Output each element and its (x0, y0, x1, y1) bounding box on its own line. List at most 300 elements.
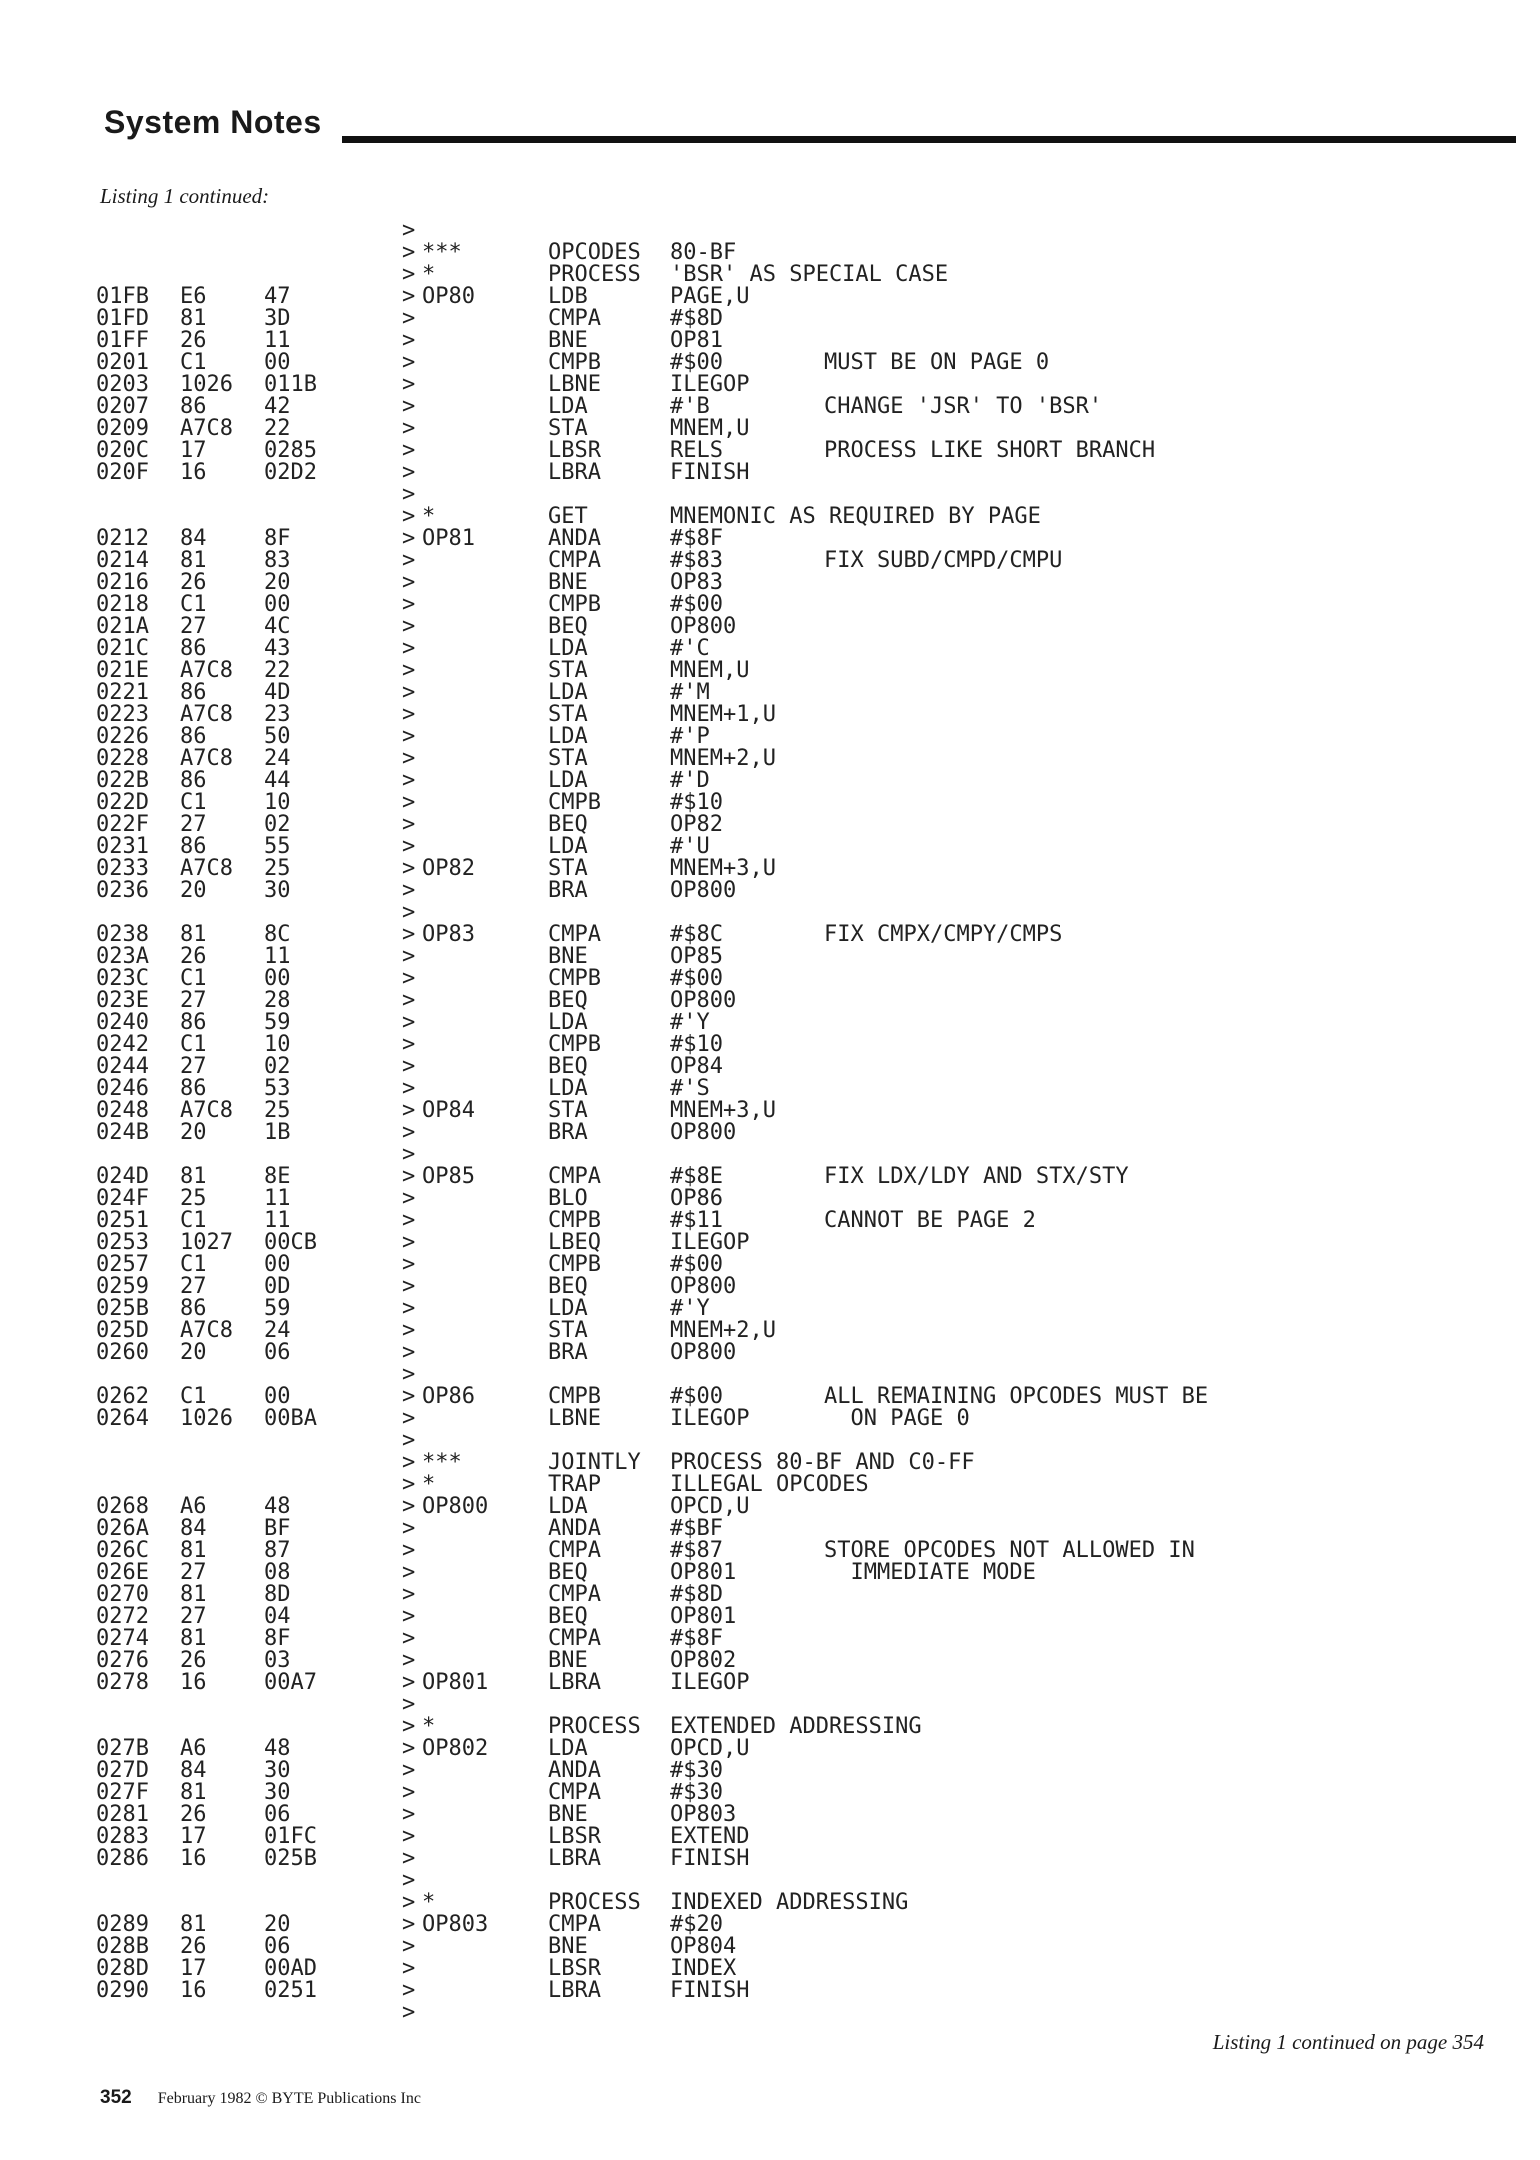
listing-mnemonic: BRA (548, 1120, 588, 1145)
listing-opcode: 1026 (180, 372, 233, 397)
listing-operand-bytes: 0D (264, 1274, 291, 1299)
listing-mnemonic: CMPA (548, 922, 601, 947)
listing-line (96, 1782, 1516, 1804)
listing-prompt: > (402, 328, 416, 353)
listing-prompt: > (402, 284, 416, 309)
listing-argument: #$00 (670, 1252, 723, 1277)
listing-operand-bytes: 43 (264, 636, 291, 661)
listing-label: * (422, 504, 436, 529)
listing-prompt: > (402, 2000, 416, 2025)
listing-prompt: > (402, 614, 416, 639)
listing-opcode: 27 (180, 1054, 207, 1079)
listing-opcode: 86 (180, 394, 207, 419)
listing-line (96, 462, 1516, 484)
listing-mnemonic: BEQ (548, 812, 588, 837)
listing-line (96, 2002, 1516, 2024)
listing-address: 027F (96, 1780, 149, 1805)
listing-opcode: 27 (180, 988, 207, 1013)
listing-opcode: 16 (180, 1670, 207, 1695)
listing-operand-bytes: 30 (264, 878, 291, 903)
listing-line (96, 1298, 1516, 1320)
listing-prompt: > (402, 680, 416, 705)
listing-argument: #$8F (670, 526, 723, 551)
code-listing (96, 220, 1516, 2024)
listing-operand-bytes: 22 (264, 658, 291, 683)
listing-label: * (422, 1890, 436, 1915)
listing-address: 0214 (96, 548, 149, 573)
listing-address: 0246 (96, 1076, 149, 1101)
page-footer (100, 2087, 421, 2109)
listing-operand-bytes: 48 (264, 1494, 291, 1519)
listing-argument: MNEM,U (670, 416, 750, 441)
listing-operand-bytes: 00CB (264, 1230, 317, 1255)
listing-prompt: > (402, 1648, 416, 1673)
listing-address: 0221 (96, 680, 149, 705)
listing-opcode: 20 (180, 1120, 207, 1145)
listing-argument: OP800 (670, 1340, 737, 1365)
listing-comment: IMMEDIATE MODE (824, 1560, 1036, 1585)
listing-opcode: 1026 (180, 1406, 233, 1431)
listing-operand-bytes: 08 (264, 1560, 291, 1585)
listing-operand-bytes: 0251 (264, 1978, 317, 2003)
listing-prompt: > (402, 812, 416, 837)
listing-line (96, 1980, 1516, 2002)
listing-line (96, 792, 1516, 814)
listing-prompt: > (402, 1516, 416, 1541)
listing-mnemonic: LDA (548, 680, 588, 705)
listing-address: 01FB (96, 284, 149, 309)
listing-argument: #$8D (670, 1582, 723, 1607)
listing-operand-bytes: 24 (264, 746, 291, 771)
listing-mnemonic: CMPA (548, 1912, 601, 1937)
listing-mnemonic: LDA (548, 1296, 588, 1321)
listing-mnemonic: LDA (548, 636, 588, 661)
listing-address: 020C (96, 438, 149, 463)
listing-address: 0289 (96, 1912, 149, 1937)
listing-argument: OP800 (670, 878, 737, 903)
listing-address: 026E (96, 1560, 149, 1585)
listing-address: 0253 (96, 1230, 149, 1255)
listing-argument: ILEGOP (670, 1670, 750, 1695)
listing-line (96, 1562, 1516, 1584)
listing-label: OP800 (422, 1494, 489, 1519)
listing-argument: OP85 (670, 944, 723, 969)
listing-operand-bytes: 48 (264, 1736, 291, 1761)
listing-prompt: > (402, 1956, 416, 1981)
listing-opcode: C1 (180, 966, 207, 991)
listing-argument: MNEM+2,U (670, 1318, 776, 1343)
listing-line (96, 1914, 1516, 1936)
listing-operand-bytes: 11 (264, 1186, 291, 1211)
listing-operand-bytes: 44 (264, 768, 291, 793)
listing-line (96, 726, 1516, 748)
listing-line (96, 484, 1516, 506)
listing-line (96, 638, 1516, 660)
listing-opcode: 26 (180, 328, 207, 353)
listing-line (96, 418, 1516, 440)
listing-line (96, 1452, 1516, 1474)
listing-opcode: 25 (180, 1186, 207, 1211)
listing-label: * (422, 1472, 436, 1497)
listing-operand-bytes: 3D (264, 306, 291, 331)
listing-mnemonic: BEQ (548, 988, 588, 1013)
listing-operand-bytes: 55 (264, 834, 291, 859)
listing-address: 0264 (96, 1406, 149, 1431)
listing-argument: OP803 (670, 1802, 737, 1827)
listing-argument: ILEGOP (670, 372, 750, 397)
listing-line (96, 1034, 1516, 1056)
listing-address: 0260 (96, 1340, 149, 1365)
listing-operand-bytes: 00AD (264, 1956, 317, 1981)
listing-argument: PAGE,U (670, 284, 750, 309)
listing-address: 025B (96, 1296, 149, 1321)
listing-opcode: C1 (180, 1032, 207, 1057)
listing-address: 0238 (96, 922, 149, 947)
listing-mnemonic: LBEQ (548, 1230, 601, 1255)
listing-mnemonic: STA (548, 658, 588, 683)
listing-operand-bytes: 8F (264, 1626, 291, 1651)
listing-argument: ILEGOP (670, 1230, 750, 1255)
listing-opcode: 27 (180, 614, 207, 639)
listing-opcode: C1 (180, 592, 207, 617)
listing-prompt: > (402, 218, 416, 243)
listing-mnemonic: ANDA (548, 1758, 601, 1783)
listing-argument: INDEX (670, 1956, 737, 1981)
listing-prompt: > (402, 1164, 416, 1189)
listing-prompt: > (402, 1054, 416, 1079)
listing-opcode: 17 (180, 438, 207, 463)
listing-mnemonic: CMPA (548, 1164, 601, 1189)
listing-argument: #'S (670, 1076, 710, 1101)
listing-mnemonic: BEQ (548, 1054, 588, 1079)
listing-prompt: > (402, 834, 416, 859)
listing-argument: #$00 (670, 592, 723, 617)
listing-mnemonic: JOINTLY (548, 1450, 641, 1475)
listing-address: 0248 (96, 1098, 149, 1123)
listing-mnemonic: CMPB (548, 592, 601, 617)
listing-argument: MNEMONIC AS REQUIRED BY PAGE (670, 504, 1041, 529)
listing-line (96, 1936, 1516, 1958)
listing-mnemonic: CMPB (548, 1208, 601, 1233)
header-rule (342, 136, 1516, 143)
listing-comment: MUST BE ON PAGE 0 (824, 350, 1050, 375)
section-title: System Notes (104, 104, 322, 140)
page-number: 352 (100, 2087, 132, 2108)
listing-prompt: > (402, 878, 416, 903)
listing-mnemonic: CMPB (548, 350, 601, 375)
listing-address: 021A (96, 614, 149, 639)
listing-line (96, 1826, 1516, 1848)
listing-line (96, 1122, 1516, 1144)
listing-prompt: > (402, 1824, 416, 1849)
listing-line (96, 902, 1516, 924)
listing-label: OP80 (422, 284, 475, 309)
listing-prompt: > (402, 1032, 416, 1057)
listing-mnemonic: ANDA (548, 1516, 601, 1541)
listing-mnemonic: LBSR (548, 1956, 601, 1981)
listing-line (96, 1848, 1516, 1870)
listing-address: 0278 (96, 1670, 149, 1695)
listing-mnemonic: LBSR (548, 1824, 601, 1849)
listing-opcode: 81 (180, 1626, 207, 1651)
listing-mnemonic: CMPB (548, 1384, 601, 1409)
listing-mnemonic: LDA (548, 768, 588, 793)
listing-line (96, 440, 1516, 462)
listing-prompt: > (402, 1428, 416, 1453)
listing-opcode: A7C8 (180, 1318, 233, 1343)
listing-operand-bytes: 06 (264, 1340, 291, 1365)
listing-address: 026C (96, 1538, 149, 1563)
listing-line (96, 374, 1516, 396)
listing-prompt: > (402, 416, 416, 441)
listing-address: 0290 (96, 1978, 149, 2003)
listing-line (96, 924, 1516, 946)
listing-argument: #$10 (670, 790, 723, 815)
listing-argument: #$30 (670, 1758, 723, 1783)
listing-line (96, 1804, 1516, 1826)
listing-mnemonic: STA (548, 416, 588, 441)
listing-opcode: E6 (180, 284, 207, 309)
listing-mnemonic: BLO (548, 1186, 588, 1211)
listing-label: OP83 (422, 922, 475, 947)
listing-mnemonic: BNE (548, 1934, 588, 1959)
listing-argument: MNEM+1,U (670, 702, 776, 727)
listing-mnemonic: LBSR (548, 438, 601, 463)
listing-address: 0201 (96, 350, 149, 375)
listing-opcode: 16 (180, 1846, 207, 1871)
listing-prompt: > (402, 658, 416, 683)
listing-line (96, 1606, 1516, 1628)
listing-address: 0251 (96, 1208, 149, 1233)
listing-label: OP82 (422, 856, 475, 881)
listing-prompt: > (402, 1076, 416, 1101)
listing-address: 028D (96, 1956, 149, 1981)
listing-opcode: A6 (180, 1736, 207, 1761)
listing-mnemonic: LDA (548, 1494, 588, 1519)
listing-address: 022D (96, 790, 149, 815)
listing-opcode: A7C8 (180, 1098, 233, 1123)
listing-argument: OP800 (670, 988, 737, 1013)
listing-opcode: 81 (180, 306, 207, 331)
listing-opcode: A6 (180, 1494, 207, 1519)
listing-prompt: > (402, 460, 416, 485)
listing-address: 0223 (96, 702, 149, 727)
listing-line (96, 1012, 1516, 1034)
listing-operand-bytes: 4C (264, 614, 291, 639)
listing-comment: STORE OPCODES NOT ALLOWED IN (824, 1538, 1195, 1563)
listing-address: 0259 (96, 1274, 149, 1299)
listing-argument: #$8F (670, 1626, 723, 1651)
listing-mnemonic: LBRA (548, 1978, 601, 2003)
listing-address: 0228 (96, 746, 149, 771)
listing-opcode: 84 (180, 1516, 207, 1541)
listing-operand-bytes: 00 (264, 1252, 291, 1277)
listing-argument: 'BSR' AS SPECIAL CASE (670, 262, 949, 287)
listing-mnemonic: STA (548, 1318, 588, 1343)
listing-argument: #$83 (670, 548, 723, 573)
listing-argument: #$30 (670, 1780, 723, 1805)
listing-prompt: > (402, 900, 416, 925)
listing-operand-bytes: 06 (264, 1802, 291, 1827)
listing-argument: OP804 (670, 1934, 737, 1959)
listing-mnemonic: GET (548, 504, 588, 529)
listing-label: OP84 (422, 1098, 475, 1123)
listing-line (96, 704, 1516, 726)
listing-line (96, 286, 1516, 308)
listing-operand-bytes: 11 (264, 944, 291, 969)
listing-opcode: 81 (180, 548, 207, 573)
listing-prompt: > (402, 1318, 416, 1343)
listing-line (96, 220, 1516, 242)
listing-prompt: > (402, 1010, 416, 1035)
listing-opcode: 86 (180, 1076, 207, 1101)
listing-line (96, 836, 1516, 858)
listing-prompt: > (402, 1692, 416, 1717)
listing-prompt: > (402, 526, 416, 551)
listing-address: 0231 (96, 834, 149, 859)
listing-prompt: > (402, 768, 416, 793)
listing-prompt: > (402, 548, 416, 573)
listing-operand-bytes: 0285 (264, 438, 317, 463)
listing-operand-bytes: 20 (264, 570, 291, 595)
listing-line (96, 946, 1516, 968)
listing-address: 0236 (96, 878, 149, 903)
listing-operand-bytes: 00 (264, 350, 291, 375)
listing-argument: OP802 (670, 1648, 737, 1673)
listing-opcode: A7C8 (180, 856, 233, 881)
listing-opcode: 26 (180, 1648, 207, 1673)
listing-operand-bytes: 59 (264, 1010, 291, 1035)
listing-line (96, 748, 1516, 770)
listing-opcode: 27 (180, 1604, 207, 1629)
listing-argument: MNEM+3,U (670, 856, 776, 881)
listing-operand-bytes: 01FC (264, 1824, 317, 1849)
listing-line (96, 1188, 1516, 1210)
listing-label: OP81 (422, 526, 475, 551)
listing-operand-bytes: 02 (264, 812, 291, 837)
listing-argument: ILEGOP (670, 1406, 750, 1431)
listing-mnemonic: STA (548, 856, 588, 881)
listing-line (96, 1540, 1516, 1562)
listing-address: 027D (96, 1758, 149, 1783)
listing-operand-bytes: 10 (264, 1032, 291, 1057)
continued-note: Listing 1 continued on page 354 (1212, 2030, 1484, 2054)
listing-line (96, 242, 1516, 264)
listing-address: 0240 (96, 1010, 149, 1035)
listing-address: 0209 (96, 416, 149, 441)
listing-opcode: C1 (180, 790, 207, 815)
listing-prompt: > (402, 1384, 416, 1409)
listing-argument: #$00 (670, 1384, 723, 1409)
listing-mnemonic: BEQ (548, 1604, 588, 1629)
listing-argument: #'D (670, 768, 710, 793)
listing-line (96, 814, 1516, 836)
listing-opcode: 81 (180, 922, 207, 947)
listing-opcode: 27 (180, 1560, 207, 1585)
listing-mnemonic: PROCESS (548, 1890, 641, 1915)
listing-prompt: > (402, 1758, 416, 1783)
listing-opcode: 81 (180, 1582, 207, 1607)
listing-opcode: 86 (180, 768, 207, 793)
listing-argument: OP800 (670, 614, 737, 639)
listing-prompt: > (402, 1604, 416, 1629)
listing-prompt: > (402, 1142, 416, 1167)
listing-label: * (422, 262, 436, 287)
listing-operand-bytes: 8C (264, 922, 291, 947)
listing-address: 0262 (96, 1384, 149, 1409)
listing-line (96, 968, 1516, 990)
listing-argument: OP801 (670, 1604, 737, 1629)
listing-argument: MNEM+2,U (670, 746, 776, 771)
listing-mnemonic: CMPA (548, 548, 601, 573)
listing-argument: INDEXED ADDRESSING (670, 1890, 909, 1915)
listing-prompt: > (402, 636, 416, 661)
listing-address: 021C (96, 636, 149, 661)
listing-mnemonic: LDB (548, 284, 588, 309)
listing-opcode: 84 (180, 1758, 207, 1783)
listing-address: 0244 (96, 1054, 149, 1079)
listing-address: 026A (96, 1516, 149, 1541)
listing-label: *** (422, 240, 462, 265)
listing-mnemonic: BEQ (548, 1560, 588, 1585)
listing-mnemonic: LDA (548, 834, 588, 859)
listing-mnemonic: LDA (548, 724, 588, 749)
listing-line (96, 1870, 1516, 1892)
page-header (104, 104, 1516, 150)
listing-address: 0226 (96, 724, 149, 749)
listing-line (96, 308, 1516, 330)
listing-label: *** (422, 1450, 462, 1475)
listing-line (96, 660, 1516, 682)
listing-operand-bytes: 59 (264, 1296, 291, 1321)
listing-argument: #$10 (670, 1032, 723, 1057)
listing-mnemonic: LDA (548, 1010, 588, 1035)
listing-opcode: 81 (180, 1164, 207, 1189)
listing-line (96, 1166, 1516, 1188)
listing-line (96, 1210, 1516, 1232)
listing-address: 0257 (96, 1252, 149, 1277)
listing-mnemonic: ANDA (548, 526, 601, 551)
listing-argument: #$8C (670, 922, 723, 947)
listing-operand-bytes: 011B (264, 372, 317, 397)
listing-prompt: > (402, 724, 416, 749)
listing-argument: #$00 (670, 350, 723, 375)
listing-argument: #$8D (670, 306, 723, 331)
listing-operand-bytes: 10 (264, 790, 291, 815)
listing-line (96, 1672, 1516, 1694)
listing-prompt: > (402, 966, 416, 991)
listing-line (96, 1430, 1516, 1452)
listing-mnemonic: BNE (548, 1648, 588, 1673)
listing-prompt: > (402, 988, 416, 1013)
listing-argument: #$BF (670, 1516, 723, 1541)
listing-prompt: > (402, 482, 416, 507)
listing-argument: #'Y (670, 1010, 710, 1035)
listing-comment: FIX CMPX/CMPY/CMPS (824, 922, 1063, 947)
listing-mnemonic: CMPA (548, 1626, 601, 1651)
listing-argument: #$87 (670, 1538, 723, 1563)
listing-line (96, 1254, 1516, 1276)
listing-operand-bytes: 11 (264, 328, 291, 353)
listing-comment: ON PAGE 0 (824, 1406, 970, 1431)
listing-operand-bytes: 23 (264, 702, 291, 727)
listing-prompt: > (402, 438, 416, 463)
listing-address: 0286 (96, 1846, 149, 1871)
listing-mnemonic: BRA (548, 878, 588, 903)
listing-opcode: 27 (180, 812, 207, 837)
listing-address: 0212 (96, 526, 149, 551)
listing-opcode: C1 (180, 1252, 207, 1277)
